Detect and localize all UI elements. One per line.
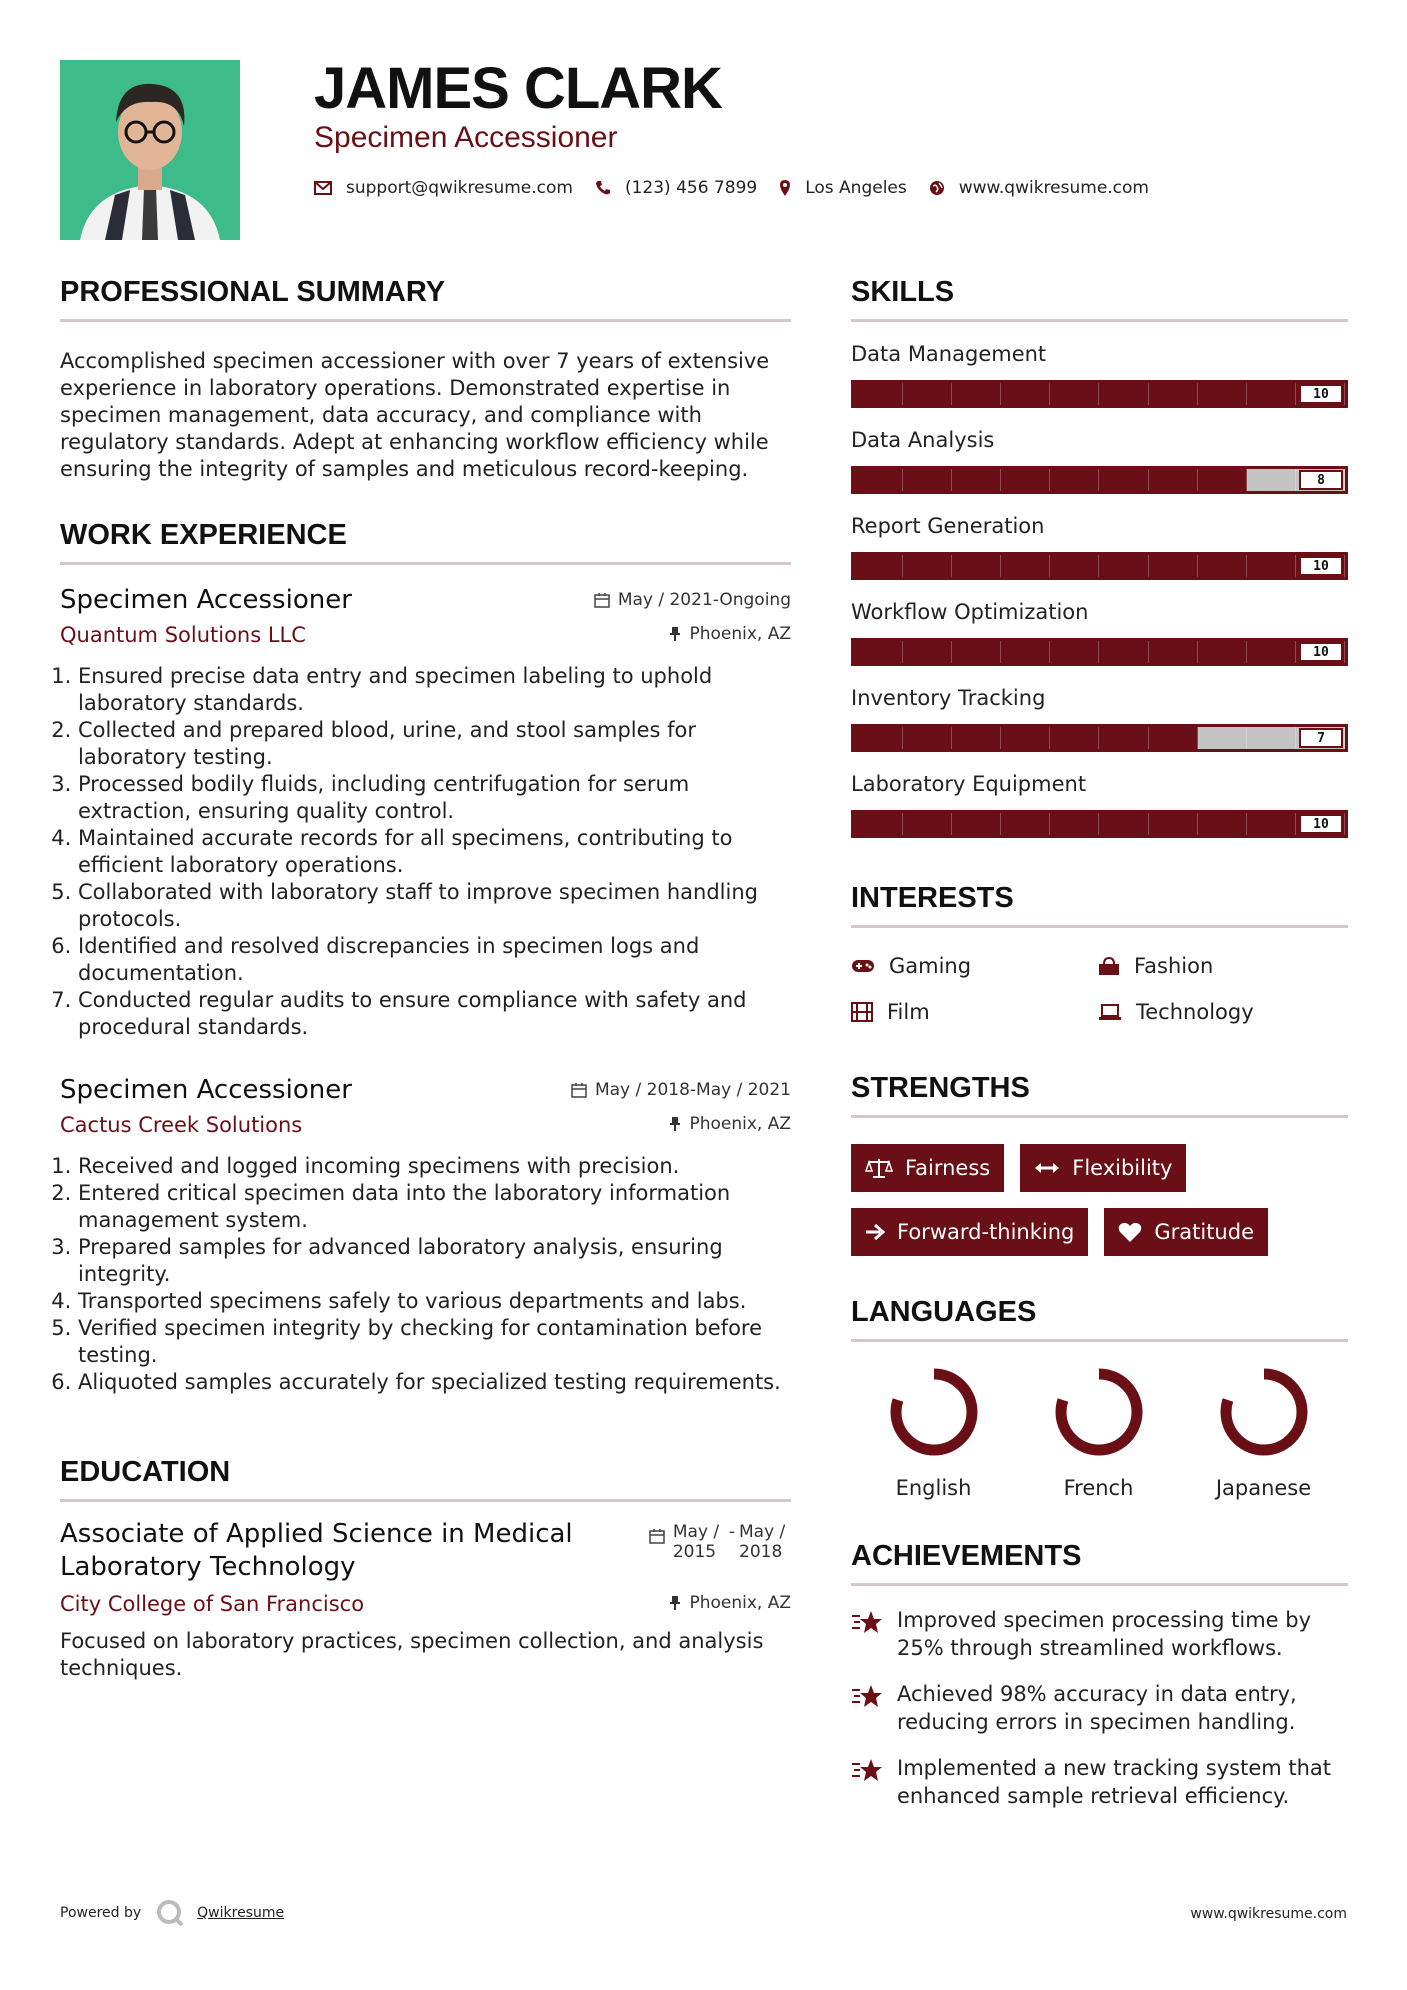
job-entry bbox=[60, 585, 791, 1041]
calendar-icon bbox=[649, 1528, 665, 1544]
skill-segment bbox=[1149, 469, 1198, 491]
skill-bar bbox=[851, 638, 1348, 666]
skill-segment bbox=[1198, 555, 1247, 577]
skill-segment bbox=[1198, 383, 1247, 405]
job-date bbox=[594, 590, 791, 610]
strength-badge bbox=[851, 1208, 1088, 1256]
skill-segment bbox=[1247, 469, 1296, 491]
education-location-text: Phoenix, AZ bbox=[689, 1593, 791, 1613]
strengths-heading: STRENGTHS bbox=[851, 1072, 1348, 1118]
duty-item: 2. Entered critical specimen data into the laboratory information management system. bbox=[78, 1180, 791, 1234]
skill-item bbox=[851, 600, 1348, 666]
star-icon bbox=[851, 1684, 883, 1710]
skill-segment bbox=[952, 383, 1001, 405]
contact-email-text: support@qwikresume.com bbox=[346, 178, 573, 198]
skill-segment bbox=[952, 469, 1001, 491]
company-name: Cactus Creek Solutions bbox=[60, 1113, 303, 1137]
job-location bbox=[669, 1114, 791, 1134]
duty-item: 2. Collected and prepared blood, urine, and stool samples for laboratory testing. bbox=[78, 717, 791, 771]
skill-segment bbox=[1050, 383, 1099, 405]
language-level-ring bbox=[884, 1362, 984, 1462]
duty-item: 3. Prepared samples for advanced laboratory analysis, ensuring integrity. bbox=[78, 1234, 791, 1288]
skill-segment bbox=[1198, 813, 1247, 835]
skill-segment bbox=[952, 641, 1001, 663]
contact-bar bbox=[314, 178, 1171, 198]
skill-segment bbox=[903, 727, 952, 749]
strength-badge bbox=[851, 1144, 1004, 1192]
skill-segment bbox=[854, 813, 903, 835]
job-location-text: Phoenix, AZ bbox=[689, 1114, 791, 1134]
strength-badge bbox=[1104, 1208, 1268, 1256]
skill-segment bbox=[1001, 383, 1050, 405]
language-level-ring bbox=[1049, 1362, 1149, 1462]
footer-powered-by bbox=[60, 1898, 284, 1928]
duty-item: 4. Transported specimens safely to various departments and labs. bbox=[78, 1288, 791, 1315]
languages-list bbox=[851, 1362, 1348, 1500]
skill-segment bbox=[1001, 555, 1050, 577]
skill-name: Workflow Optimization bbox=[851, 600, 1089, 624]
skill-segment bbox=[1099, 813, 1148, 835]
job-role: Specimen Accessioner bbox=[60, 1075, 352, 1105]
skill-item bbox=[851, 428, 1348, 494]
duty-list bbox=[60, 663, 791, 1041]
skill-segment bbox=[1247, 813, 1296, 835]
achievements-list bbox=[851, 1606, 1348, 1810]
star-icon bbox=[851, 1610, 883, 1636]
shopping-bag-icon bbox=[1098, 956, 1120, 976]
interest-item bbox=[1098, 1000, 1345, 1024]
interests-heading: INTERESTS bbox=[851, 882, 1348, 928]
job-date-text: May / 2021-Ongoing bbox=[617, 590, 791, 610]
skill-score: 10 bbox=[1299, 642, 1343, 662]
experience-heading: WORK EXPERIENCE bbox=[60, 519, 791, 565]
arrows-horizontal-icon bbox=[1034, 1161, 1060, 1175]
pin-icon bbox=[669, 1595, 681, 1611]
education-date-end: May / 2018 bbox=[739, 1522, 786, 1562]
skill-score: 10 bbox=[1299, 556, 1343, 576]
laptop-icon bbox=[1098, 1003, 1122, 1021]
skill-segment bbox=[1099, 555, 1148, 577]
skill-segment bbox=[1149, 555, 1198, 577]
skill-item bbox=[851, 772, 1348, 838]
duty-item: 6. Identified and resolved discrepancies in specimen logs and documentation. bbox=[78, 933, 791, 987]
strength-label: Forward-thinking bbox=[897, 1220, 1075, 1244]
skill-segment bbox=[1001, 727, 1050, 749]
duty-item: 4. Maintained accurate records for all specimens, contributing to efficient laboratory operations. bbox=[78, 825, 791, 879]
email-icon bbox=[314, 181, 332, 195]
languages-heading: LANGUAGES bbox=[851, 1296, 1348, 1342]
skill-segment bbox=[903, 383, 952, 405]
calendar-icon bbox=[571, 1082, 587, 1098]
skill-name: Data Management bbox=[851, 342, 1047, 366]
achievement-item bbox=[851, 1606, 1348, 1662]
candidate-title: Specimen Accessioner bbox=[314, 121, 618, 154]
summary-text: Accomplished specimen accessioner with over 7 years of extensive experience in laboratory operations. Demonstrated expertise in specimen management, data accuracy, and compliance with regulatory standards. Adept at enhancing workflow efficiency while ensuring the integrity of samples and meticulous record-keeping. bbox=[60, 349, 770, 481]
skill-segment bbox=[854, 383, 903, 405]
achievements-heading: ACHIEVEMENTS bbox=[851, 1540, 1348, 1586]
job-date-text: May / 2018-May / 2021 bbox=[594, 1080, 791, 1100]
language-level-arc bbox=[896, 1374, 972, 1450]
skill-segment bbox=[1001, 641, 1050, 663]
skill-segment bbox=[903, 469, 952, 491]
skill-score: 8 bbox=[1299, 470, 1343, 490]
duty-list bbox=[60, 1153, 791, 1396]
skill-segment bbox=[1099, 383, 1148, 405]
skill-segment bbox=[1247, 641, 1296, 663]
interest-label: Film bbox=[887, 1000, 930, 1024]
skill-name: Report Generation bbox=[851, 514, 1045, 538]
heart-icon bbox=[1118, 1221, 1142, 1243]
phone-icon bbox=[595, 180, 611, 196]
skill-name: Laboratory Equipment bbox=[851, 772, 1087, 796]
arrow-right-icon bbox=[865, 1223, 885, 1241]
language-level-arc bbox=[1061, 1374, 1137, 1450]
company-name: Quantum Solutions LLC bbox=[60, 623, 306, 647]
education-date-start: May / 2015 bbox=[672, 1522, 720, 1562]
achievement-text: Achieved 98% accuracy in data entry, reducing errors in specimen handling. bbox=[897, 1682, 1297, 1734]
qwikresume-logo-icon bbox=[155, 1898, 185, 1928]
education-description: Focused on laboratory practices, specimen collection, and analysis techniques. bbox=[60, 1629, 764, 1680]
language-name: English bbox=[895, 1476, 972, 1500]
duty-item: 7. Conducted regular audits to ensure compliance with safety and procedural standards. bbox=[78, 987, 791, 1041]
duty-item: 6. Aliquoted samples accurately for specialized testing requirements. bbox=[78, 1369, 791, 1396]
interest-item bbox=[851, 954, 1098, 978]
brand-link[interactable]: Qwikresume bbox=[197, 1905, 285, 1921]
job-entry bbox=[60, 1075, 791, 1396]
skills-list bbox=[851, 342, 1348, 838]
job-date bbox=[571, 1080, 791, 1100]
duty-item: 3. Processed bodily fluids, including centrifugation for serum extraction, ensuring quality control. bbox=[78, 771, 791, 825]
powered-by-label: Powered by bbox=[60, 1905, 142, 1921]
pin-icon bbox=[669, 1116, 681, 1132]
achievement-item bbox=[851, 1754, 1348, 1810]
gamepad-icon bbox=[851, 958, 875, 974]
interest-item bbox=[1098, 954, 1345, 978]
skill-segment bbox=[1247, 727, 1296, 749]
skill-segment bbox=[1247, 383, 1296, 405]
skill-segment bbox=[1198, 727, 1247, 749]
skill-segment bbox=[1050, 727, 1099, 749]
skill-item bbox=[851, 514, 1348, 580]
achievement-text: Improved specimen processing time by 25% through streamlined workflows. bbox=[897, 1608, 1312, 1660]
skill-item bbox=[851, 686, 1348, 752]
job-role: Specimen Accessioner bbox=[60, 585, 352, 615]
education-location bbox=[669, 1593, 791, 1613]
skill-bar bbox=[851, 552, 1348, 580]
skill-segment bbox=[1099, 727, 1148, 749]
job-location-text: Phoenix, AZ bbox=[689, 624, 791, 644]
skill-segment bbox=[1050, 641, 1099, 663]
education-entry bbox=[60, 1518, 791, 1682]
calendar-icon bbox=[594, 592, 610, 608]
school-name: City College of San Francisco bbox=[60, 1592, 365, 1616]
skill-segment bbox=[1099, 641, 1148, 663]
skill-segment bbox=[1001, 469, 1050, 491]
interests-list bbox=[851, 954, 1348, 1024]
education-heading: EDUCATION bbox=[60, 1456, 791, 1502]
skill-segment bbox=[903, 641, 952, 663]
skill-segment bbox=[1050, 813, 1099, 835]
star-icon bbox=[851, 1758, 883, 1784]
skill-name: Inventory Tracking bbox=[851, 686, 1046, 710]
contact-location bbox=[779, 178, 907, 198]
skill-segment bbox=[952, 813, 1001, 835]
skill-bar bbox=[851, 466, 1348, 494]
achievement-text: Implemented a new tracking system that enhanced sample retrieval efficiency. bbox=[897, 1756, 1332, 1808]
skill-name: Data Analysis bbox=[851, 428, 995, 452]
candidate-name: JAMES CLARK bbox=[314, 56, 722, 121]
skill-segment bbox=[1149, 727, 1198, 749]
location-icon bbox=[779, 179, 791, 197]
skill-segment bbox=[952, 727, 1001, 749]
achievement-item bbox=[851, 1680, 1348, 1736]
skill-segment bbox=[1198, 469, 1247, 491]
job-location bbox=[669, 624, 791, 644]
skill-segment bbox=[952, 555, 1001, 577]
contact-website-text: www.qwikresume.com bbox=[958, 178, 1149, 198]
left-column bbox=[60, 276, 791, 1682]
globe-icon bbox=[929, 180, 945, 196]
language-item bbox=[1181, 1362, 1346, 1500]
skill-bar bbox=[851, 380, 1348, 408]
contact-email[interactable] bbox=[314, 178, 573, 198]
skill-segment bbox=[1050, 555, 1099, 577]
skill-score: 7 bbox=[1299, 728, 1343, 748]
strength-badge bbox=[1020, 1144, 1186, 1192]
skills-heading: SKILLS bbox=[851, 276, 1348, 322]
skill-segment bbox=[1149, 641, 1198, 663]
strengths-list bbox=[851, 1144, 1291, 1256]
degree-name: Associate of Applied Science in Medical Laboratory Technology bbox=[60, 1519, 573, 1582]
skill-segment bbox=[1001, 813, 1050, 835]
contact-location-text: Los Angeles bbox=[805, 178, 907, 198]
contact-phone[interactable] bbox=[595, 178, 757, 198]
pin-icon bbox=[669, 626, 681, 642]
balance-scale-icon bbox=[865, 1157, 893, 1179]
interest-label: Fashion bbox=[1134, 954, 1214, 978]
interest-label: Gaming bbox=[889, 954, 972, 978]
skill-segment bbox=[1050, 469, 1099, 491]
language-name: Japanese bbox=[1215, 1476, 1312, 1500]
language-level-ring bbox=[1214, 1362, 1314, 1462]
duty-item: 1. Ensured precise data entry and specimen labeling to uphold laboratory standards. bbox=[78, 663, 791, 717]
skill-item bbox=[851, 342, 1348, 408]
skill-score: 10 bbox=[1299, 384, 1343, 404]
strength-label: Flexibility bbox=[1072, 1156, 1173, 1180]
summary-heading: PROFESSIONAL SUMMARY bbox=[60, 276, 791, 322]
skill-segment bbox=[1198, 641, 1247, 663]
skill-segment bbox=[854, 469, 903, 491]
person-portrait-icon bbox=[60, 60, 240, 240]
right-column bbox=[851, 276, 1348, 1828]
profile-photo bbox=[60, 60, 240, 240]
skill-segment bbox=[1149, 813, 1198, 835]
language-name: French bbox=[1063, 1476, 1134, 1500]
strength-label: Gratitude bbox=[1154, 1220, 1254, 1244]
skill-segment bbox=[903, 813, 952, 835]
contact-website[interactable] bbox=[929, 178, 1149, 198]
skill-score: 10 bbox=[1299, 814, 1343, 834]
skill-segment bbox=[1149, 383, 1198, 405]
skill-segment bbox=[1099, 469, 1148, 491]
skill-segment bbox=[1247, 555, 1296, 577]
duty-item: 1. Received and logged incoming specimens with precision. bbox=[78, 1153, 791, 1180]
duty-item: 5. Verified specimen integrity by checking for contamination before testing. bbox=[78, 1315, 791, 1369]
skill-bar bbox=[851, 724, 1348, 752]
duty-item: 5. Collaborated with laboratory staff to improve specimen handling protocols. bbox=[78, 879, 791, 933]
film-icon bbox=[851, 1002, 873, 1022]
skill-bar bbox=[851, 810, 1348, 838]
education-date: May / 2015 - May / 2018 bbox=[649, 1522, 791, 1562]
language-level-arc bbox=[1226, 1374, 1302, 1450]
skill-segment bbox=[854, 555, 903, 577]
skill-segment bbox=[903, 555, 952, 577]
interest-item bbox=[851, 1000, 1098, 1024]
skill-segment bbox=[854, 727, 903, 749]
skill-segment bbox=[854, 641, 903, 663]
footer-url[interactable]: www.qwikresume.com bbox=[1190, 1906, 1347, 1922]
language-item bbox=[1016, 1362, 1181, 1500]
language-item bbox=[851, 1362, 1016, 1500]
strength-label: Fairness bbox=[905, 1156, 991, 1180]
interest-label: Technology bbox=[1136, 1000, 1254, 1024]
contact-phone-text: (123) 456 7899 bbox=[624, 178, 758, 198]
